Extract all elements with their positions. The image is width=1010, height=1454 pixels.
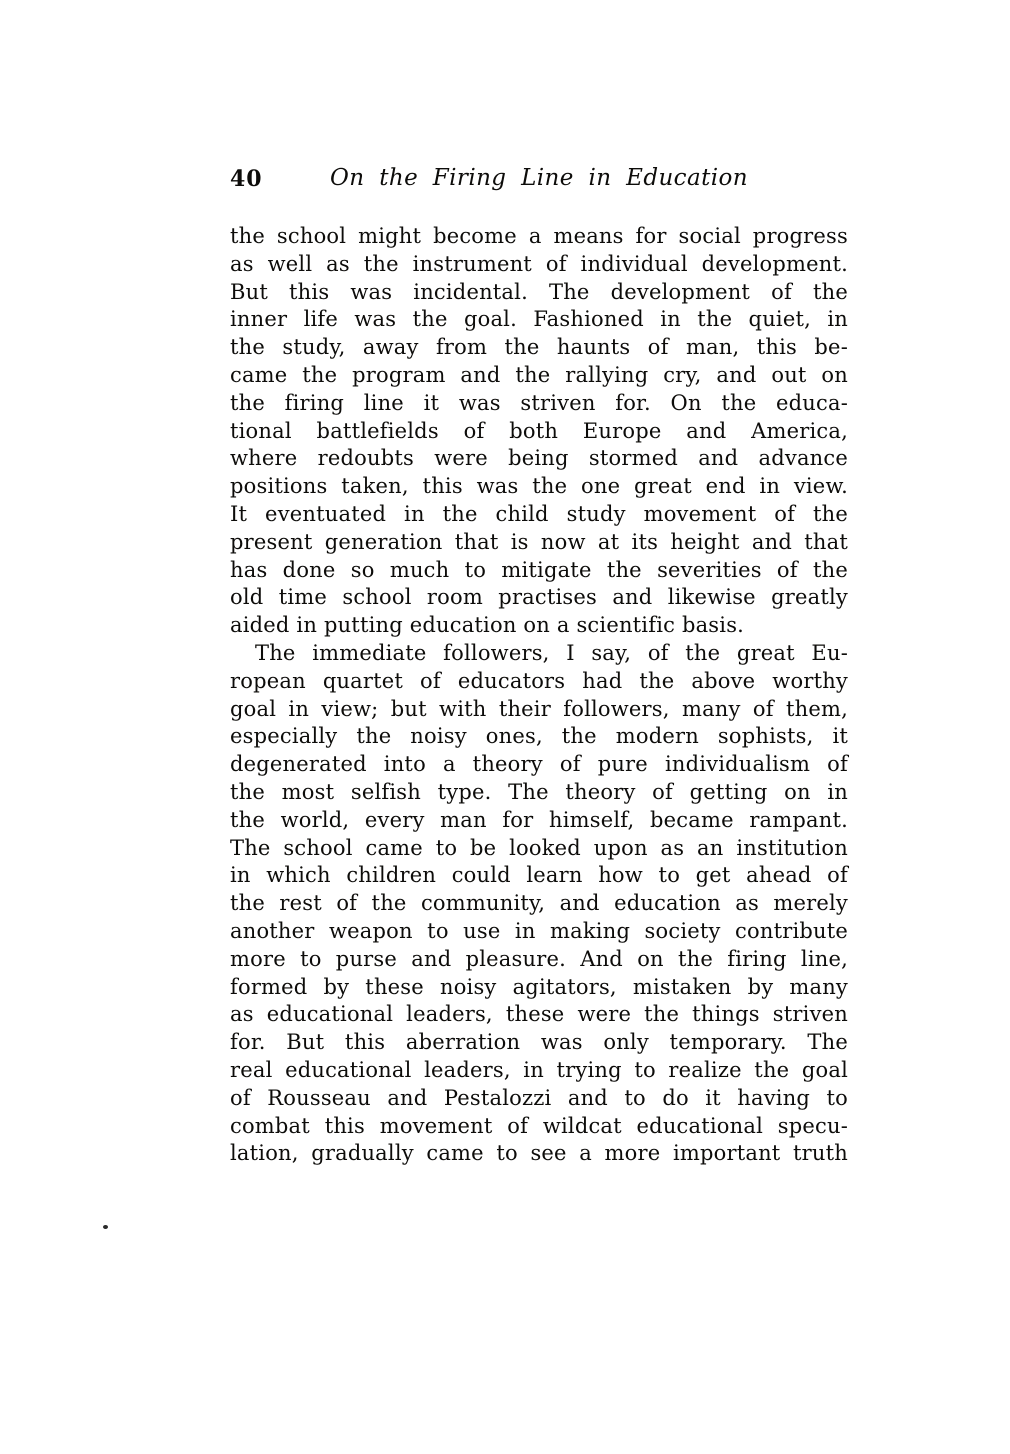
text-line: real educational leaders, in trying to realize the goal (230, 1057, 848, 1082)
text-line: old time school room practises and likewise greatly (230, 585, 848, 610)
text-line: present generation that is now at its height and that (230, 529, 848, 554)
text-line: the most selfish type. The theory of getting on in (230, 779, 848, 804)
text-line: lation, gradually came to see a more important truth (230, 1141, 848, 1166)
text-line: goal in view; but with their followers, many of them, (230, 696, 848, 721)
text-line: in which children could learn how to get ahead of (230, 863, 848, 888)
page-header (230, 165, 848, 199)
text-line: another weapon to use in making society contribute (230, 918, 848, 943)
text-line: the world, every man for himself, became rampant. (230, 807, 848, 832)
text-line: The school came to be looked upon as an institution (230, 835, 848, 860)
text-line: positions taken, this was the one great end in view. (230, 474, 848, 499)
text-line: more to purse and pleasure. And on the firing line, (230, 946, 848, 971)
text-line: formed by these noisy agitators, mistaken by many (230, 974, 848, 999)
text-line: for. But this aberration was only temporary. The (230, 1030, 848, 1055)
text-line: the school might become a means for social progress (230, 224, 848, 248)
text-line: came the program and the rallying cry, and out on (230, 362, 848, 387)
text-line: as educational leaders, these were the things striven (230, 1002, 848, 1027)
text-line: ropean quartet of educators had the above worthy (230, 668, 848, 693)
text-line: The immediate followers, I say, of the great Eu- (255, 640, 848, 665)
text-line: the rest of the community, and education as merely (230, 891, 848, 916)
body-text-block (230, 223, 848, 1168)
text-line: of Rousseau and Pestalozzi and to do it having to (230, 1085, 848, 1110)
text-line: degenerated into a theory of pure individualism of (230, 752, 848, 777)
text-line: aided in putting education on a scientific basis. (230, 613, 745, 638)
text-line: the study, away from the haunts of man, this be- (230, 335, 848, 360)
text-line: tional battlefields of both Europe and America, (230, 418, 848, 443)
text-line: as well as the instrument of individual development. (230, 251, 848, 276)
page-number: 40 (230, 166, 263, 192)
text-line: where redoubts were being stormed and advance (230, 446, 848, 471)
text-line: inner life was the goal. Fashioned in the quiet, in (230, 307, 848, 332)
scan-artifact-dot (103, 1225, 108, 1229)
text-line: It eventuated in the child study movement of the (230, 501, 848, 526)
text-line: especially the noisy ones, the modern sophists, it (230, 724, 848, 749)
text-line: But this was incidental. The development of the (230, 279, 848, 304)
text-line: the firing line it was striven for. On the educa- (230, 390, 848, 415)
text-line: combat this movement of wildcat educational specu- (230, 1113, 848, 1138)
text-line: has done so much to mitigate the severities of the (230, 557, 848, 582)
running-title: On the Firing Line in Education (330, 165, 748, 191)
